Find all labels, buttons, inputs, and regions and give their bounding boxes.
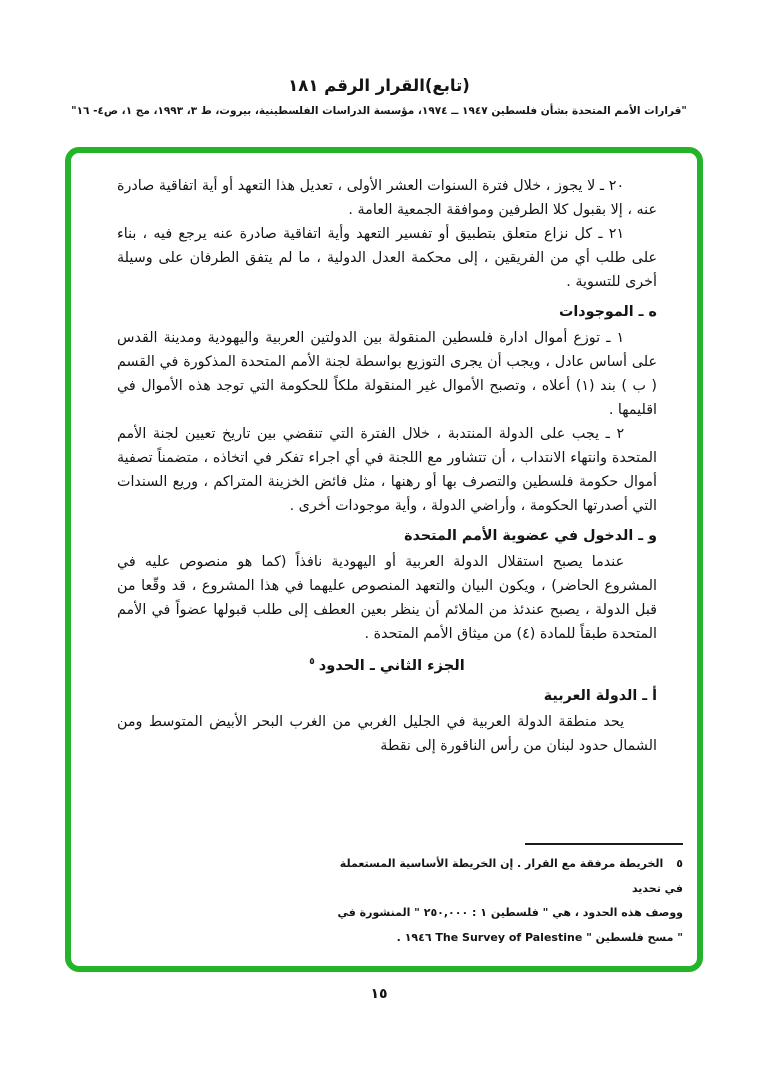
- footnote-separator: [525, 843, 683, 845]
- footnote: [327, 843, 683, 950]
- arab-state-paragraph: يحد منطقة الدولة العربية في الجليل الغربي من الغرب البحر الأبيض المتوسط ومن الشمال حدود لبنان من رأس الناقورة إلى نقطة: [117, 713, 657, 754]
- section-heading-un-membership: و ـ الدخول في عضوية الأمم المتحدة: [404, 528, 657, 544]
- footnote-line-3: " مسح فلسطين " The Survey of Palestine ١٩٤٦ .: [396, 930, 683, 944]
- page-number: ١٥: [370, 986, 388, 1002]
- footnote-line-1-text: الخريطة مرفقة مع القرار . إن الخريطة الأساسية المستعملة في تحديد: [339, 857, 683, 895]
- document-body: [117, 174, 657, 758]
- footnote-line-2: ووصف هذه الحدود ، هي " فلسطين ١ : ٢٥٠,٠٠٠ " المنشورة في: [337, 906, 683, 919]
- assets-clause-2: ٢ ـ يجب على الدولة المنتدبة ، خلال الفترة التي تنقضي بين تاريخ تعيين لجنة الأمم المتحدة وانتهاء الانتداب ، أن تتشاور مع اللجنة في أي اجراء تفكر في اتخاذه ، متضمناً تصفية أموال حكومة فلسطين والتصرف بها أو رهنها ، مثل فائض الخزينة المتراكم ، وريع السندات التي أصدرتها الحكومة ، وأراضي الدولة ، وأية موجودات أخرى .: [117, 426, 657, 514]
- assets-clause-1: ١ ـ توزع أموال ادارة فلسطين المنقولة بين الدولتين العربية واليهودية ومدينة القدس على أساس عادل ، ويجب أن يجرى التوزيع بواسطة لجنة الأمم المتحدة المذكورة في القسم ( ب ) بند (١) أعلاه ، وتصبح الأموال غير المنقولة ملكاً للحكومة التي توجد هذه الأموال في اقليمها .: [117, 330, 657, 418]
- footnote-reference: ٥: [309, 657, 315, 667]
- document-title: (تابع)القرار الرقم ١٨١: [288, 76, 470, 95]
- section-heading-assets: ه ـ الموجودات: [559, 304, 657, 320]
- part-two-title-text: الجزء الثاني ـ الحدود: [318, 656, 465, 674]
- footnote-marker: ٥: [676, 857, 683, 870]
- page-header: [0, 76, 758, 117]
- clause-21: ٢١ ـ كل نزاع متعلق بتطبيق أو تفسير التعهد وأية اتفاقية صادرة عنه يرجع فيه ، بناء على طلب أي من الفريقين ، إلى محكمة العدل الدولية ، ما لم يتفق الطرفان على وسيلة أخرى للتسوية .: [117, 226, 657, 290]
- clause-20: ٢٠ ـ لا يجوز ، خلال فترة السنوات العشر الأولى ، تعديل هذا التعهد أو أية اتفاقية صادرة عنه ، إلا بقبول كلا الطرفين وموافقة الجمعية العامة .: [117, 178, 657, 218]
- part-two-title: [117, 650, 657, 678]
- document-frame: [65, 147, 703, 972]
- footnote-line-1: [327, 852, 683, 901]
- source-citation: "قرارات الأمم المتحدة بشأن فلسطين ١٩٤٧ ــ ١٩٧٤، مؤسسة الدراسات الفلسطينية، بيروت، ط ٣، ١٩٩٣، مج ١، ص٤- ١٦": [71, 105, 687, 117]
- un-membership-paragraph: عندما يصبح استقلال الدولة العربية أو اليهودية نافذاً (كما هو منصوص عليه في المشروع الحاضر) ، ويكون البيان والتعهد المنصوص عليهما في هذا المشروع ، قد وقّعا من قبل الدولة ، يصبح عندئذ من الملائم أن ينظر بعين العطف إلى طلب قبولها عضواً في الأمم المتحدة طبقاً للمادة (٤) من ميثاق الأمم المتحدة .: [117, 554, 657, 642]
- section-heading-arab-state: أ ـ الدولة العربية: [543, 687, 657, 704]
